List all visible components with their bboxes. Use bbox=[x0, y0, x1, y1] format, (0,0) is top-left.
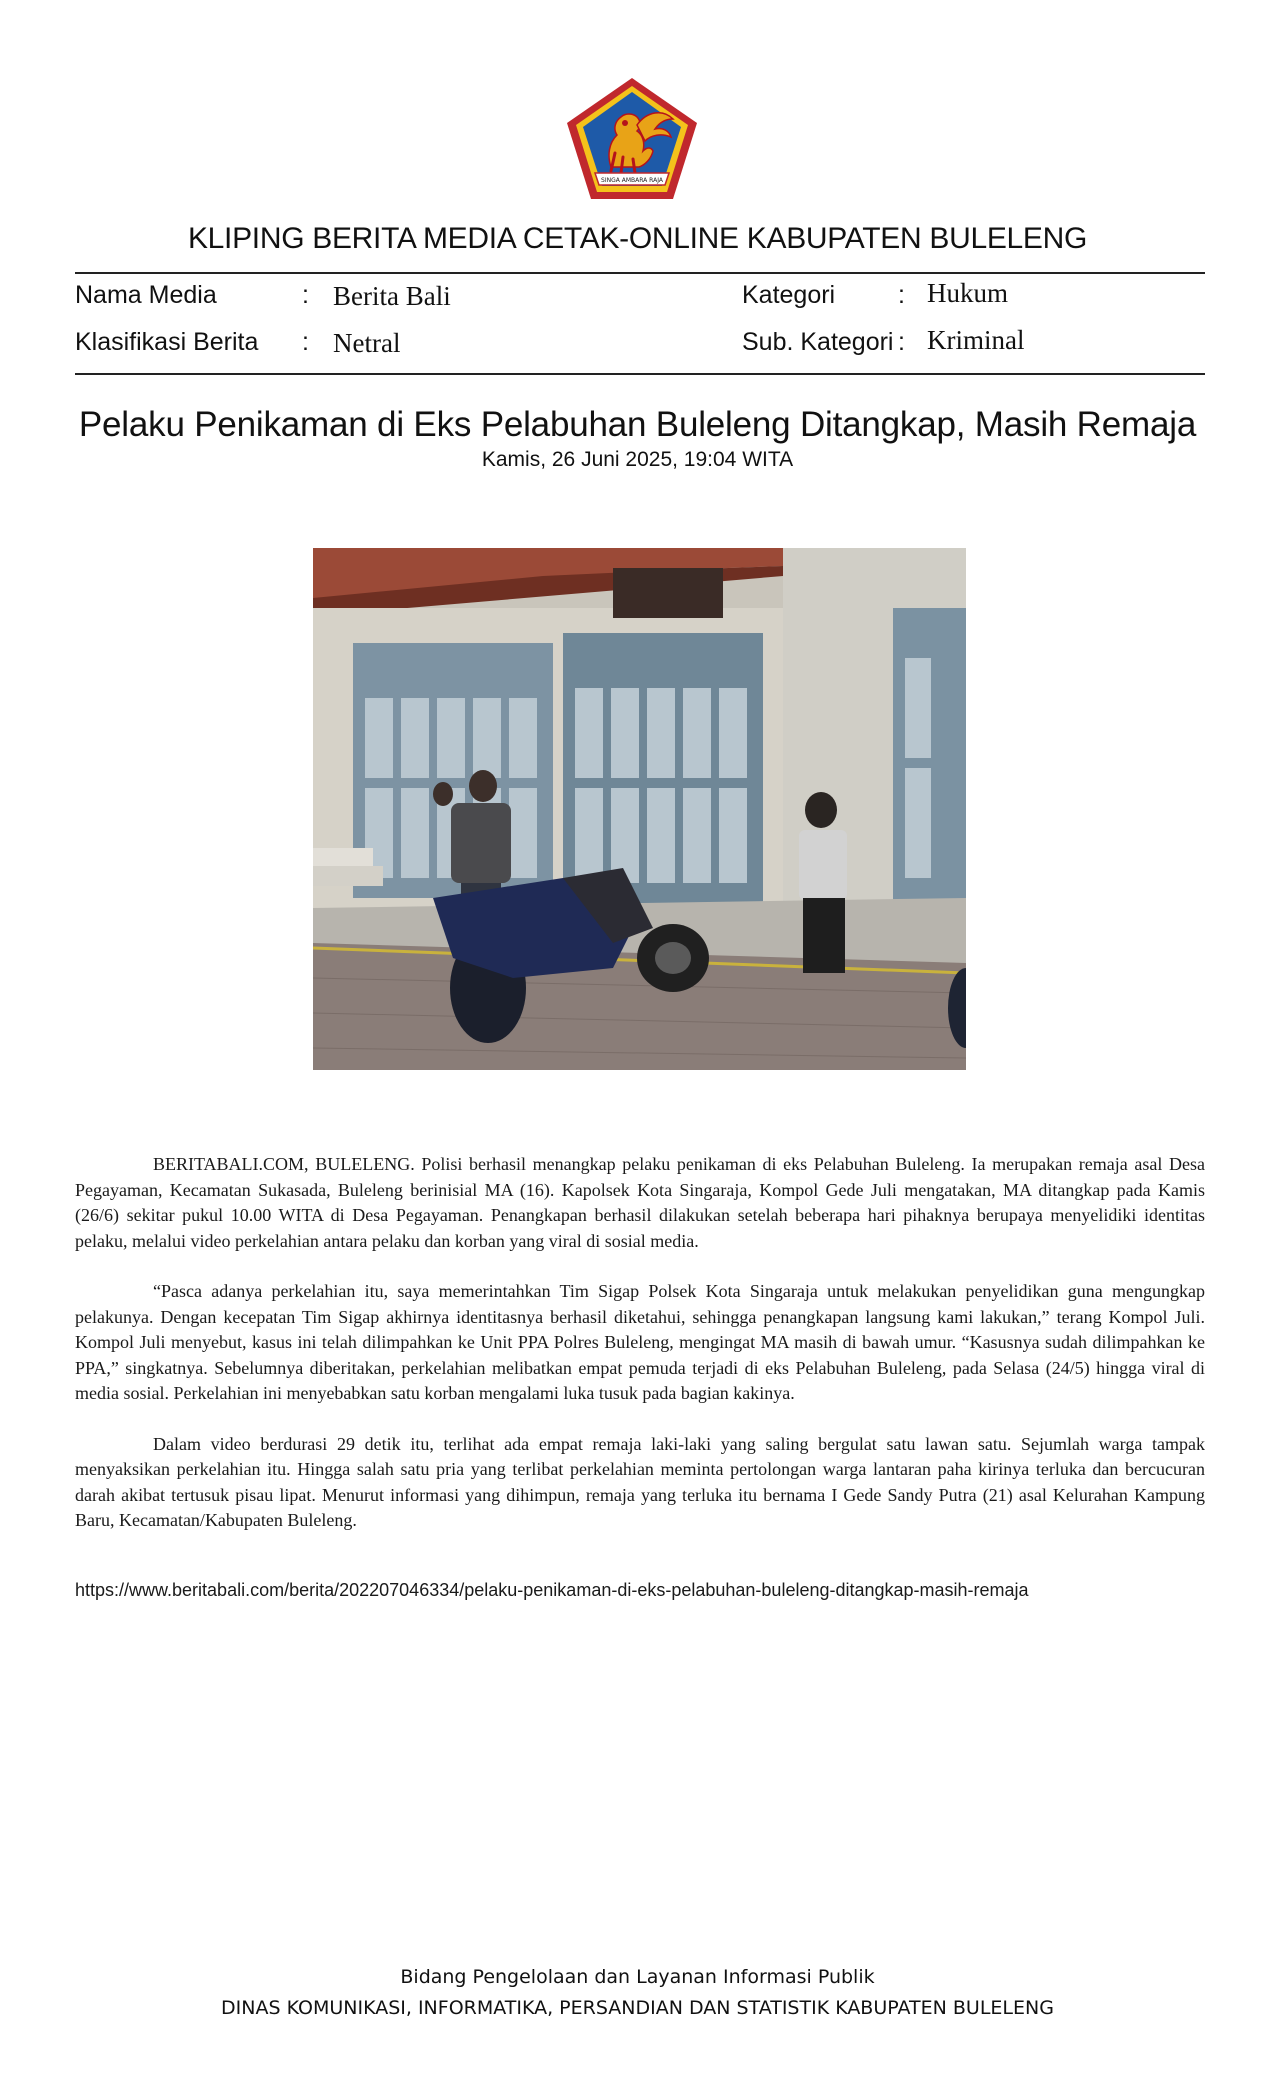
media-name-label: Nama Media bbox=[75, 281, 217, 309]
news-photo-icon bbox=[313, 548, 966, 1070]
regency-emblem-logo bbox=[563, 75, 701, 203]
subcategory-value: Kriminal bbox=[927, 325, 1025, 355]
footer-division: Bidang Pengelolaan dan Layanan Informasi Publik bbox=[400, 1966, 875, 1988]
category-colon: : bbox=[898, 281, 905, 309]
category-value: Hukum bbox=[927, 278, 1008, 308]
classification-colon: : bbox=[302, 328, 309, 356]
emblem-motto: SINGA AMBARA RAJA bbox=[601, 177, 663, 184]
classification-label: Klasifikasi Berita bbox=[75, 328, 259, 356]
article-paragraph-1: BERITABALI.COM, BULELENG. Polisi berhasil menangkap pelaku penikaman di eks Pelabuhan Buleleng. Ia merupakan remaja asal Desa Pegayaman, Kecamatan Sukasada, Buleleng berinisial MA (16). Kapolsek Kota Singaraja, Kompol Gede Juli mengatakan, MA ditangkap pada Kamis (26/6) sekitar pukul 10.00 WITA di Desa Pegayaman. Penangkapan berhasil dilakukan setelah beberapa hari pihaknya berupaya menyelidiki identitas pelaku, melalui video perkelahian antara pelaku dan korban yang viral di sosial media. bbox=[75, 1154, 1205, 1251]
emblem-icon bbox=[563, 75, 701, 203]
footer-agency: DINAS KOMUNIKASI, INFORMATIKA, PERSANDIAN DAN STATISTIK KABUPATEN BULELENG bbox=[221, 1997, 1054, 2019]
classification-value: Netral bbox=[333, 328, 401, 358]
meta-row-2 bbox=[0, 325, 1275, 368]
article-dateline: Kamis, 26 Juni 2025, 19:04 WITA bbox=[481, 448, 794, 471]
subcategory-label: Sub. Kategori bbox=[742, 328, 894, 356]
source-url-link[interactable]: https://www.beritabali.com/berita/202207046334/pelaku-penikaman-di-eks-pelabuhan-buleleng-ditangkap-masih-remaja bbox=[75, 1580, 1029, 1600]
article-body bbox=[75, 1152, 1205, 1559]
meta-row-1 bbox=[0, 278, 1275, 321]
header-bottom-rule bbox=[75, 373, 1205, 375]
subcategory-colon: : bbox=[898, 328, 905, 356]
media-name-colon: : bbox=[302, 281, 309, 309]
clipping-header-title: KLIPING BERITA MEDIA CETAK-ONLINE KABUPATEN BULELENG bbox=[187, 222, 1088, 255]
category-label: Kategori bbox=[742, 281, 836, 309]
article-paragraph-3: Dalam video berdurasi 29 detik itu, terlihat ada empat remaja laki-laki yang saling bergulat satu lawan satu. Sejumlah warga tampak menyaksikan perkelahian itu. Hingga salah satu pria yang terlibat perkelahian meminta pertolongan warga lantaran paha kirinya terluka dan bercucuran darah akibat tertusuk pisau lipat. Menurut informasi yang dihimpun, remaja yang terluka itu bernama I Gede Sandy Putra (21) asal Kelurahan Kampung Baru, Kecamatan/Kabupaten Buleleng. bbox=[75, 1433, 1205, 1530]
article-photo bbox=[313, 548, 966, 1070]
article-headline: Pelaku Penikaman di Eks Pelabuhan Buleleng Ditangkap, Masih Remaja bbox=[78, 405, 1197, 444]
header-top-rule bbox=[75, 272, 1205, 274]
article-paragraph-2: “Pasca adanya perkelahian itu, saya memerintahkan Tim Sigap Polsek Kota Singaraja untuk melakukan penyelidikan guna mengungkap pelakunya. Dengan kecepatan Tim Sigap akhirnya identitasnya berhasil diketahui, sehingga penangkapan langsung kami lakukan,” terang Kompol Juli. Kompol Juli menyebut, kasus ini telah dilimpahkan ke Unit PPA Polres Buleleng, mengingat MA masih di bawah umur. “Kasusnya sudah dilimpahkan ke PPA,” singkatnya. Sebelumnya diberitakan, perkelahian melibatkan empat pemuda terjadi di eks Pelabuhan Buleleng, pada Selasa (24/5) hingga viral di media sosial. Perkelahian ini menyebabkan satu korban mengalami luka tusuk pada bagian kakinya. bbox=[75, 1281, 1205, 1403]
media-name-value: Berita Bali bbox=[333, 281, 451, 311]
